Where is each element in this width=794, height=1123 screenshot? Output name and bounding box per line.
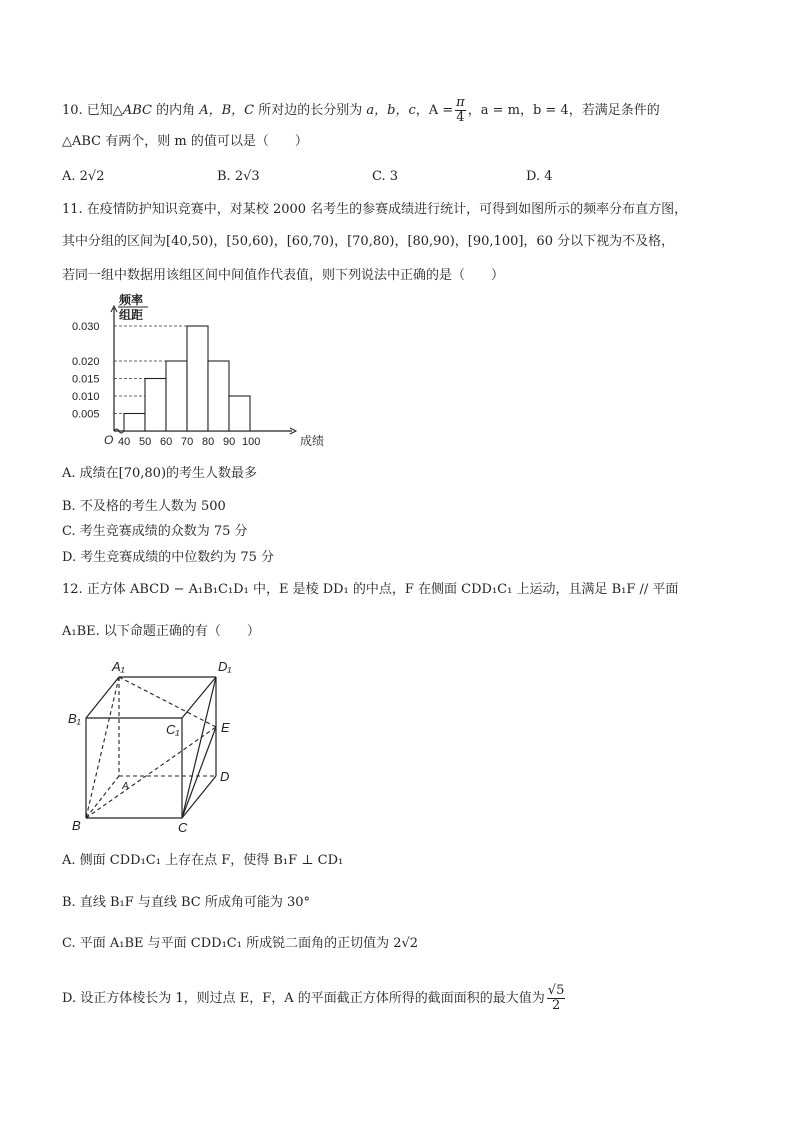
histogram-bar (145, 379, 166, 432)
histogram-bar (208, 361, 229, 431)
label-a: A (122, 781, 129, 792)
q12-option-d: D. 设正方体棱长为 1，则过点 E，F，A 的平面截正方体所得的截面面积的最大值为 $\frac{√5}{2}$ (62, 983, 565, 1013)
x-tick-label: 40 (118, 436, 131, 448)
q10-line1: 10. 已知△ABC 的内角 A，B，C 所对边的长分别为 a，b，c，A = $\frac{\pi}{4}$ ，a = m，b = 4，若满足条件的 (62, 95, 660, 125)
segment-a1-e (119, 677, 216, 727)
y-tick-label: 0.010 (72, 391, 100, 403)
y-axis-label-top: 频率 (119, 293, 144, 307)
segment-c-e (182, 727, 216, 818)
q10-option-c: C. 3 (372, 169, 399, 184)
y-tick-label: 0.020 (72, 356, 100, 368)
x-tick-label: 80 (202, 436, 215, 448)
q10-line2: △ABC 有两个，则 m 的值可以是（ ） (62, 134, 308, 149)
frequency-histogram (64, 290, 354, 450)
histogram-bar (166, 361, 187, 431)
y-axis-label-bottom: 组距 (119, 308, 144, 322)
q11-line2: 其中分组的区间为[40,50)，[50,60)，[60,70)，[70,80)，[80,90)，[90,100]，60 分以下视为不及格， (62, 234, 675, 249)
q12-option-c: C. 平面 A₁BE 与平面 CDD₁C₁ 所成锐二面角的正切值为 2√2 (62, 936, 419, 951)
q11-option-b: B. 不及格的考生人数为 500 (62, 499, 226, 514)
label-b1: B₁ (68, 711, 81, 726)
segment-b-e (86, 727, 216, 818)
hidden-edge-a-b (86, 776, 119, 818)
y-tick-label: 0.030 (72, 321, 100, 333)
pi-over-4-fraction: $\frac{\pi}{4}$ (456, 95, 465, 125)
q12-option-a: A. 侧面 CDD₁C₁ 上存在点 F，使得 B₁F ⊥ CD₁ (62, 853, 344, 868)
x-tick-label: 60 (160, 436, 173, 448)
origin-label: O (104, 433, 114, 447)
q12-line1: 12. 正方体 ABCD − A₁B₁C₁D₁ 中，E 是棱 DD₁ 的中点，F 在侧面 CDD₁C₁ 上运动，且满足 B₁F // 平面 (62, 582, 679, 597)
histogram-bar (187, 326, 208, 431)
q11-option-a: A. 成绩在[70,80)的考生人数最多 (62, 466, 258, 481)
q10-option-d: D. 4 (526, 169, 553, 184)
label-d: D (220, 769, 230, 784)
label-e: E (221, 720, 230, 735)
cube-figure (62, 652, 252, 837)
x-tick-label: 100 (242, 436, 261, 448)
x-tick-label: 50 (139, 436, 152, 448)
q10-option-a: A. 2√2 (62, 169, 105, 184)
q11-option-c: C. 考生竞赛成绩的众数为 75 分 (62, 524, 248, 539)
q11-line1: 11. 在疫情防护知识竞赛中，对某校 2000 名考生的参赛成绩进行统计，可得到如图所示的频率分布直方图， (62, 202, 688, 217)
y-tick-label: 0.015 (72, 373, 100, 386)
histogram-bar (229, 396, 250, 431)
x-tick-label: 90 (223, 436, 236, 448)
label-b: B (72, 818, 81, 833)
q11-line3: 若同一组中数据用该组区间中间值作代表值，则下列说法中正确的是（ ） (62, 268, 505, 283)
label-a1: A₁ (112, 659, 125, 674)
q12-line2: A₁BE. 以下命题正确的有（ ） (62, 624, 260, 639)
x-tick-label: 70 (181, 436, 194, 448)
label-c: C (178, 820, 188, 835)
label-d1: D₁ (218, 659, 232, 674)
label-c1: C₁ (166, 722, 180, 737)
histogram-bar (124, 414, 145, 432)
sqrt5-over-2-fraction: $\frac{√5}{2}$ (547, 983, 565, 1013)
q12-option-b: B. 直线 B₁F 与直线 BC 所成角可能为 30° (62, 895, 311, 910)
x-axis-label: 成绩 (300, 434, 325, 448)
q10-option-b: B. 2√3 (217, 169, 260, 184)
y-tick-label: 0.005 (72, 408, 100, 421)
q11-option-d: D. 考生竞赛成绩的中位数约为 75 分 (62, 550, 275, 565)
